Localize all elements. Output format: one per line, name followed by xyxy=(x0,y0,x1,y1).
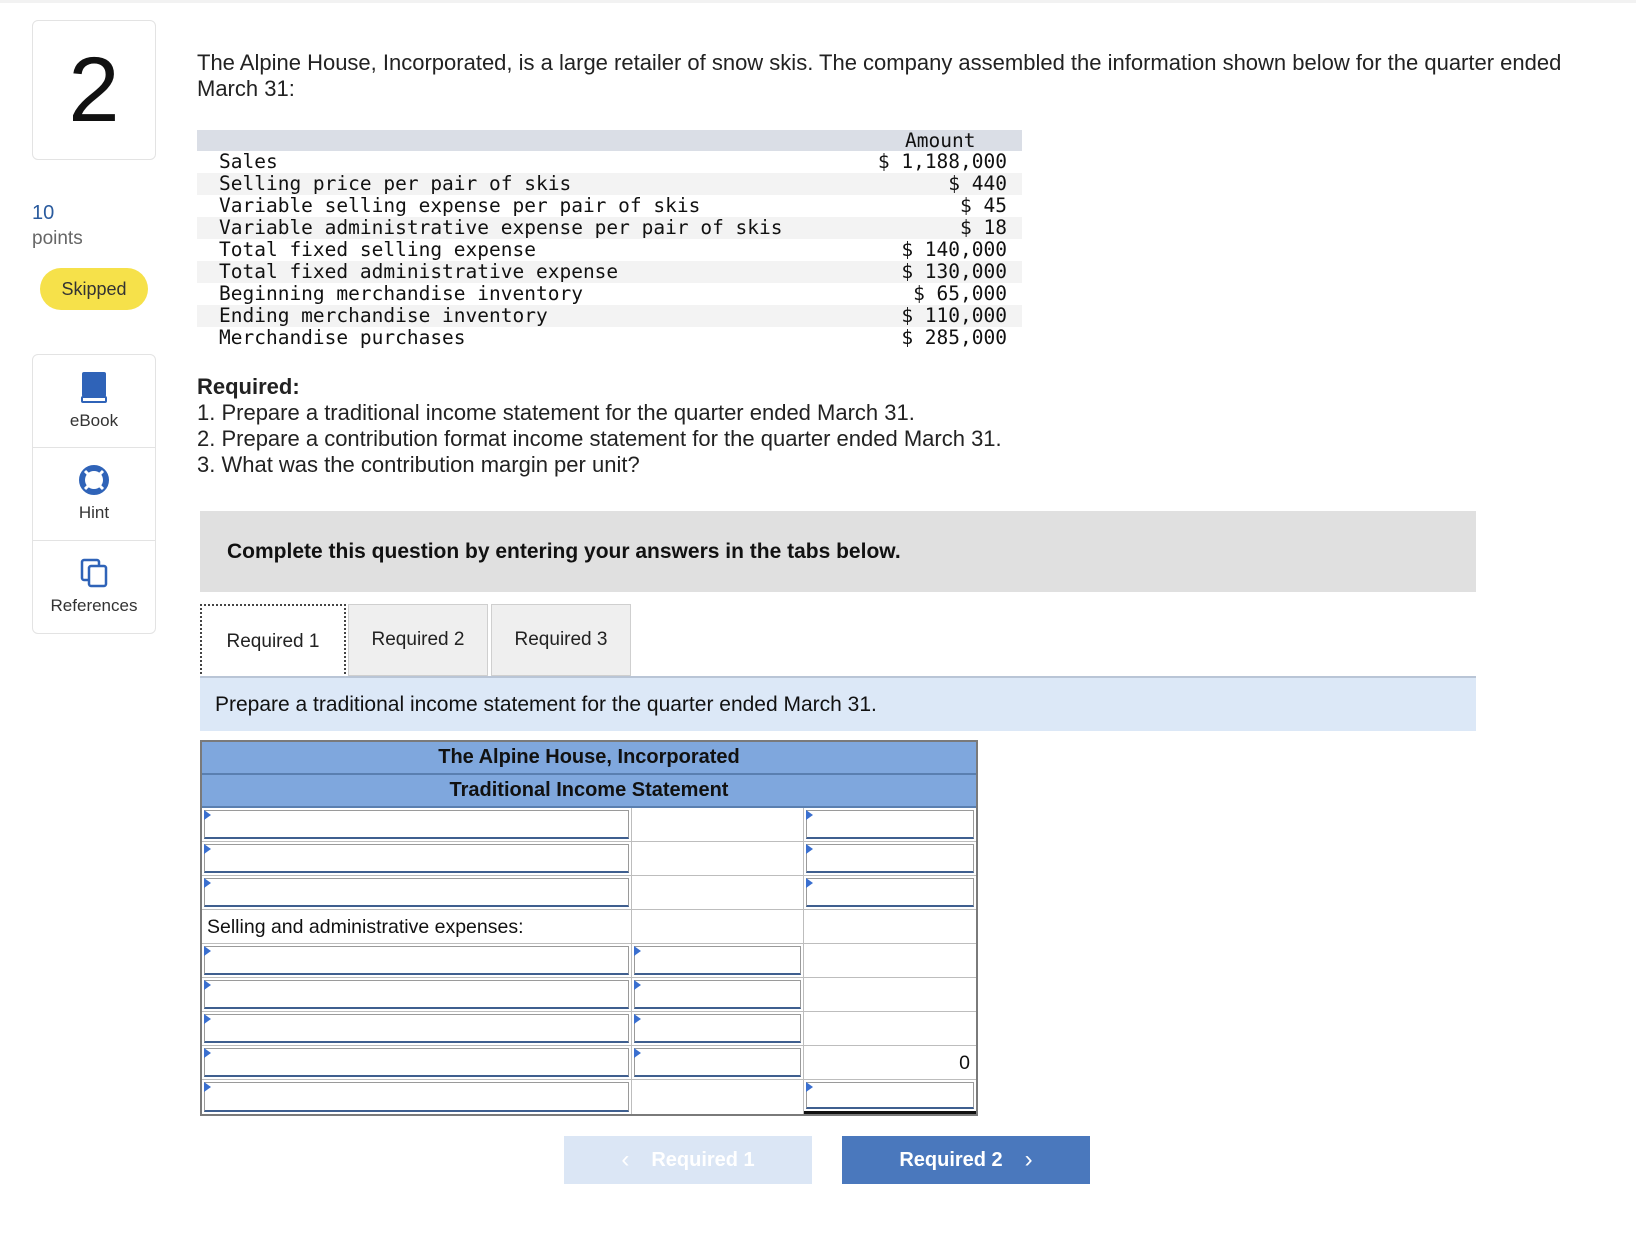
chevron-left-icon: ‹ xyxy=(621,1146,630,1173)
table-row xyxy=(202,876,976,910)
account-input[interactable] xyxy=(204,1082,629,1112)
next-required-button[interactable] xyxy=(842,1136,1090,1184)
tab-required-1[interactable]: Required 1 xyxy=(200,604,346,678)
row-label: Merchandise purchases xyxy=(219,326,466,349)
account-input[interactable] xyxy=(204,946,629,975)
net-income-input[interactable] xyxy=(806,1082,974,1109)
table-row xyxy=(197,173,1022,195)
table-row xyxy=(197,305,1022,327)
dropdown-indicator-icon xyxy=(806,878,813,888)
empty-cell xyxy=(804,1012,976,1046)
ebook-label: eBook xyxy=(69,411,119,430)
dropdown-indicator-icon xyxy=(204,946,211,956)
book-icon xyxy=(80,371,108,403)
dropdown-indicator-icon xyxy=(806,844,813,854)
status-badge: Skipped xyxy=(40,268,148,310)
required-item: 1. Prepare a traditional income statement for the quarter ended March 31. xyxy=(197,400,915,425)
required-item: 3. What was the contribution margin per unit? xyxy=(197,452,640,477)
tab-required-3[interactable]: Required 3 xyxy=(491,604,631,676)
empty-cell xyxy=(804,978,976,1012)
tab-required-2[interactable]: Required 2 xyxy=(348,604,488,676)
lifebuoy-icon xyxy=(79,465,109,495)
amount-input[interactable] xyxy=(634,980,801,1009)
table-row xyxy=(202,1080,976,1114)
dropdown-indicator-icon xyxy=(204,1014,211,1024)
dropdown-indicator-icon xyxy=(204,810,211,820)
required-item: 2. Prepare a contribution format income statement for the quarter ended March 31. xyxy=(197,426,1002,451)
required-section xyxy=(197,374,1002,478)
account-input[interactable] xyxy=(204,980,629,1009)
dropdown-indicator-icon xyxy=(634,1014,641,1024)
row-label: Variable administrative expense per pair of skis xyxy=(219,216,783,239)
dropdown-indicator-icon xyxy=(204,878,211,888)
dropdown-indicator-icon xyxy=(204,980,211,990)
empty-cell xyxy=(632,876,804,910)
row-label: Beginning merchandise inventory xyxy=(219,282,583,305)
table-row xyxy=(202,944,976,978)
row-label: Sales xyxy=(219,150,278,173)
section-label: Selling and administrative expenses: xyxy=(207,916,524,938)
amount-input[interactable] xyxy=(806,878,974,907)
points-value: 10 xyxy=(32,202,55,224)
required-heading: Required: xyxy=(197,374,300,399)
question-intro: The Alpine House, Incorporated, is a large retailer of snow skis. The company assembled the information shown below for the quarter ended March 31: xyxy=(197,50,1562,101)
dropdown-indicator-icon xyxy=(806,810,813,820)
top-divider xyxy=(0,0,1636,3)
row-label: Selling price per pair of skis xyxy=(219,172,572,195)
table-row xyxy=(202,910,976,944)
table-row xyxy=(197,327,1022,349)
row-label: Total fixed selling expense xyxy=(219,238,536,261)
amount-header: Amount xyxy=(905,129,976,152)
empty-cell xyxy=(804,910,976,944)
amount-input[interactable] xyxy=(634,1014,801,1043)
account-input[interactable] xyxy=(204,1048,629,1077)
instruction-text: Prepare a traditional income statement for the quarter ended March 31. xyxy=(215,692,877,716)
table-row xyxy=(202,842,976,876)
income-statement-table xyxy=(200,740,978,1116)
hint-label: Hint xyxy=(78,503,110,522)
data-table-header xyxy=(197,130,1022,151)
empty-cell xyxy=(632,1080,804,1114)
table-row xyxy=(197,261,1022,283)
row-label: Total fixed administrative expense xyxy=(219,260,619,283)
row-amount: $ 440 xyxy=(948,172,1007,195)
dropdown-indicator-icon xyxy=(806,1082,813,1092)
empty-cell xyxy=(632,910,804,944)
data-table xyxy=(197,130,1022,349)
hint-button[interactable] xyxy=(33,448,155,541)
dropdown-indicator-icon xyxy=(204,844,211,854)
amount-input[interactable] xyxy=(634,946,801,975)
total-expenses-value: 0 xyxy=(959,1052,970,1074)
dropdown-indicator-icon xyxy=(204,1048,211,1058)
row-label: Variable selling expense per pair of skis xyxy=(219,194,701,217)
table-row xyxy=(197,239,1022,261)
next-button-label: Required 2 xyxy=(899,1148,1003,1171)
row-amount: $ 1,188,000 xyxy=(877,150,1007,173)
account-input[interactable] xyxy=(204,878,629,907)
amount-input[interactable] xyxy=(634,1048,801,1077)
empty-cell xyxy=(804,944,976,978)
row-amount: $ 285,000 xyxy=(901,326,1007,349)
references-label: References xyxy=(50,596,138,615)
account-input[interactable] xyxy=(204,844,629,873)
tools-panel xyxy=(32,354,156,634)
account-input[interactable] xyxy=(204,810,629,839)
dropdown-indicator-icon xyxy=(634,980,641,990)
chevron-right-icon: › xyxy=(1024,1146,1033,1173)
table-row xyxy=(202,1046,976,1080)
statement-title: Traditional Income Statement xyxy=(202,775,976,808)
table-row xyxy=(202,1012,976,1046)
question-number: 2 xyxy=(32,20,156,160)
table-row xyxy=(197,151,1022,173)
row-label: Ending merchandise inventory xyxy=(219,304,548,327)
table-row xyxy=(197,283,1022,305)
table-row xyxy=(202,808,976,842)
instruction-banner xyxy=(200,511,1476,592)
dropdown-indicator-icon xyxy=(204,1082,211,1092)
references-button[interactable] xyxy=(33,541,155,633)
points-label: points xyxy=(32,228,83,249)
table-row xyxy=(197,217,1022,239)
ebook-button[interactable] xyxy=(33,355,155,448)
table-row xyxy=(197,195,1022,217)
empty-cell xyxy=(632,808,804,842)
prev-button-label: Required 1 xyxy=(651,1148,755,1171)
banner-text: Complete this question by entering your answers in the tabs below. xyxy=(227,539,901,563)
account-input[interactable] xyxy=(204,1014,629,1043)
row-amount: $ 130,000 xyxy=(901,260,1007,283)
dropdown-indicator-icon xyxy=(634,1048,641,1058)
empty-cell xyxy=(632,842,804,876)
amount-input[interactable] xyxy=(806,844,974,873)
row-amount: $ 18 xyxy=(960,216,1007,239)
row-amount: $ 45 xyxy=(960,194,1007,217)
statement-company: The Alpine House, Incorporated xyxy=(202,742,976,775)
amount-input[interactable] xyxy=(806,810,974,839)
prev-required-button[interactable] xyxy=(564,1136,812,1184)
row-amount: $ 110,000 xyxy=(901,304,1007,327)
table-row xyxy=(202,978,976,1012)
row-amount: $ 65,000 xyxy=(913,282,1007,305)
copy-pages-icon xyxy=(80,558,108,588)
tab-instruction xyxy=(200,678,1476,731)
row-amount: $ 140,000 xyxy=(901,238,1007,261)
dropdown-indicator-icon xyxy=(634,946,641,956)
